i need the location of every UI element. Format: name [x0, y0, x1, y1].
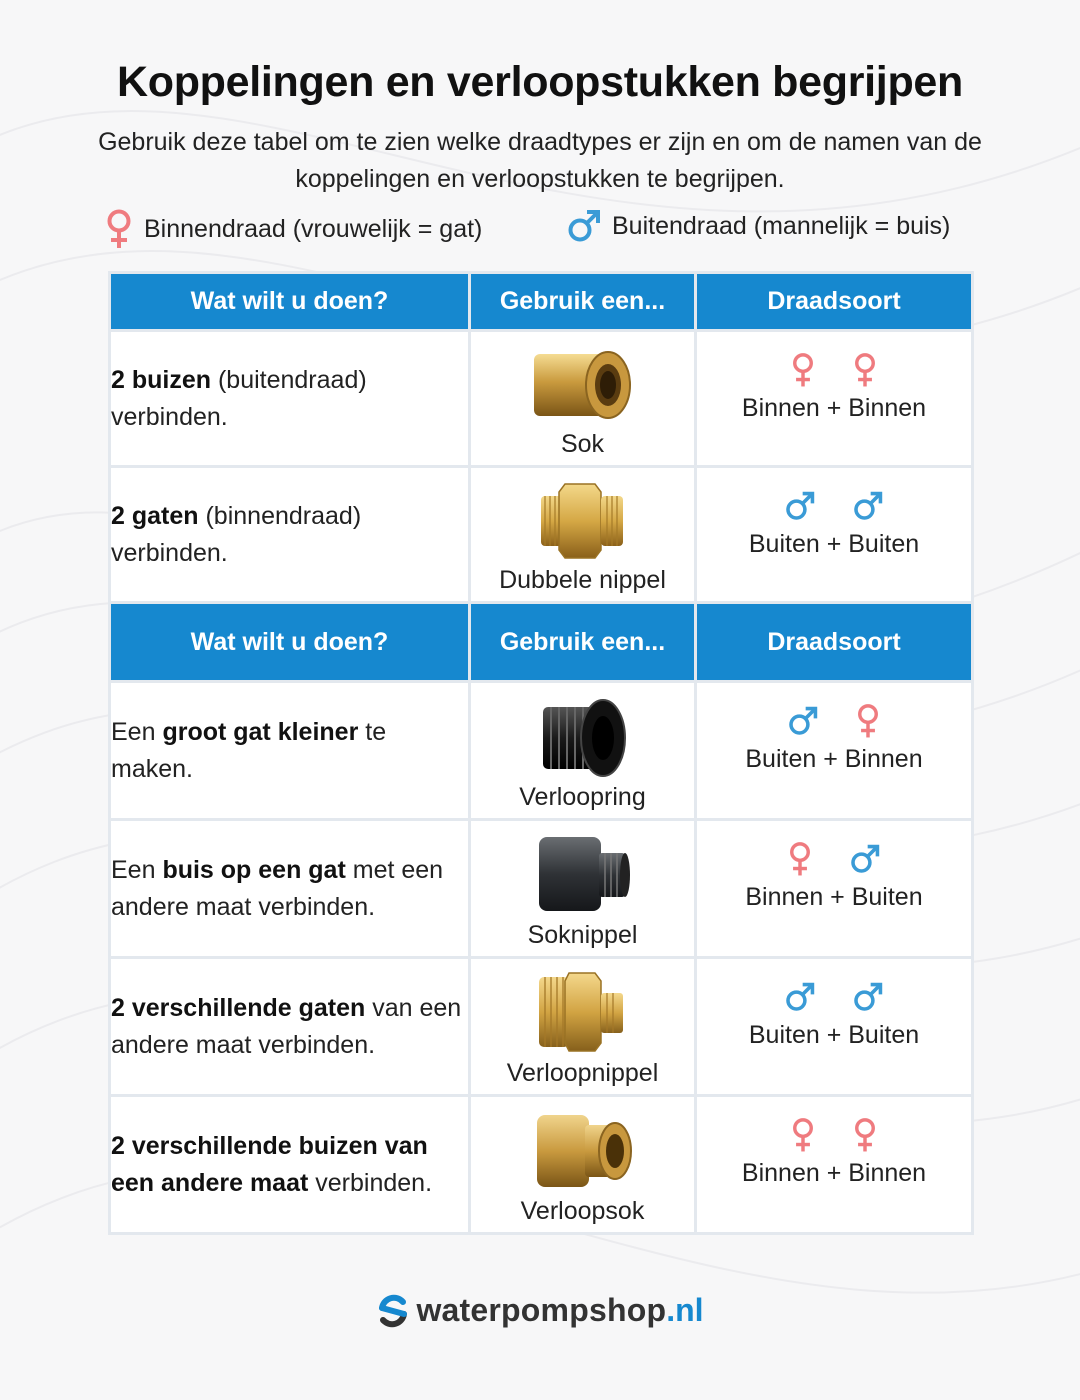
verloopnippel-product-image — [533, 969, 633, 1055]
row-description: Een buis op een gat met een andere maat verbinden. — [110, 820, 470, 958]
row-product — [470, 820, 696, 958]
thread-type-label: Buiten + Buiten — [748, 1021, 920, 1049]
page-title: Koppelingen en verloopstukken begrijpen — [116, 58, 964, 106]
table-row — [110, 331, 973, 467]
product-name: Verloopnippel — [506, 1059, 659, 1087]
row-thread-type — [696, 467, 973, 603]
brand-name: waterpompshop — [416, 1292, 667, 1328]
table-row — [110, 682, 973, 820]
table-row — [110, 467, 973, 603]
male-symbol-icon — [784, 490, 816, 522]
row-thread-type — [696, 682, 973, 820]
product-name: Verloopsok — [520, 1197, 645, 1225]
header-use: Gebruik een... — [470, 603, 696, 682]
row-description: 2 verschillende gaten van een andere maat verbinden. — [110, 958, 470, 1096]
waterpompshop-logo-icon — [376, 1294, 410, 1328]
legend — [0, 208, 1080, 258]
soknippel-product-image — [533, 831, 633, 917]
row-description: 2 verschillende buizen van een andere maat verbinden. — [110, 1096, 470, 1234]
couplings-table — [108, 271, 974, 1235]
verloopring-product-image — [533, 693, 633, 779]
row-description: 2 gaten (binnendraad) verbinden. — [110, 467, 470, 603]
table-header-row — [110, 603, 973, 682]
brand-logo[interactable] — [0, 1292, 1080, 1329]
row-product — [470, 331, 696, 467]
row-thread-type — [696, 1096, 973, 1234]
female-symbol-icon — [852, 350, 878, 390]
row-thread-type — [696, 958, 973, 1096]
thread-type-label: Binnen + Buiten — [745, 883, 923, 911]
header-thread: Draadsoort — [696, 603, 973, 682]
row-thread-type — [696, 331, 973, 467]
legend-female-label: Binnendraad (vrouwelijk = gat) — [144, 214, 483, 243]
male-symbol-icon — [784, 981, 816, 1013]
row-product — [470, 682, 696, 820]
female-symbol-icon — [790, 350, 816, 390]
male-symbol-icon — [852, 981, 884, 1013]
legend-male — [566, 208, 950, 244]
verloopsok-product-image — [531, 1107, 635, 1193]
legend-female — [104, 208, 482, 250]
table-row — [110, 958, 973, 1096]
female-symbol-icon — [790, 1115, 816, 1155]
row-product — [470, 958, 696, 1096]
legend-male-label: Buitendraad (mannelijk = buis) — [612, 211, 951, 240]
brand-tld: .nl — [666, 1292, 704, 1328]
thread-type-label: Buiten + Binnen — [745, 745, 923, 773]
row-product — [470, 467, 696, 603]
row-product — [470, 1096, 696, 1234]
row-description: Een groot gat kleiner te maken. — [110, 682, 470, 820]
header-what: Wat wilt u doen? — [110, 273, 470, 331]
male-symbol-icon — [787, 705, 819, 737]
female-symbol-icon — [104, 208, 134, 250]
male-symbol-icon — [852, 490, 884, 522]
sok-product-image — [528, 342, 638, 426]
male-symbol-icon — [566, 208, 602, 244]
header-use: Gebruik een... — [470, 273, 696, 331]
product-name: Verloopring — [519, 783, 646, 811]
row-description: 2 buizen (buitendraad) verbinden. — [110, 331, 470, 467]
header-thread: Draadsoort — [696, 273, 973, 331]
product-name: Soknippel — [527, 921, 638, 949]
page-subtitle: Gebruik deze tabel om te zien welke draadtypes er zijn en om de namen van de koppelingen en verloopstukken te begrijpen. — [98, 128, 982, 193]
female-symbol-icon — [855, 701, 881, 741]
table-row — [110, 1096, 973, 1234]
female-symbol-icon — [852, 1115, 878, 1155]
table-header-row — [110, 273, 973, 331]
product-name: Sok — [560, 430, 605, 458]
product-name: Dubbele nippel — [499, 566, 666, 594]
thread-type-label: Binnen + Binnen — [741, 1159, 927, 1187]
thread-type-label: Buiten + Buiten — [748, 530, 920, 558]
female-symbol-icon — [787, 839, 813, 879]
dubbele-nippel-product-image — [533, 478, 633, 562]
header-what: Wat wilt u doen? — [110, 603, 470, 682]
table-row — [110, 820, 973, 958]
thread-type-label: Binnen + Binnen — [741, 394, 927, 422]
male-symbol-icon — [849, 843, 881, 875]
row-thread-type — [696, 820, 973, 958]
